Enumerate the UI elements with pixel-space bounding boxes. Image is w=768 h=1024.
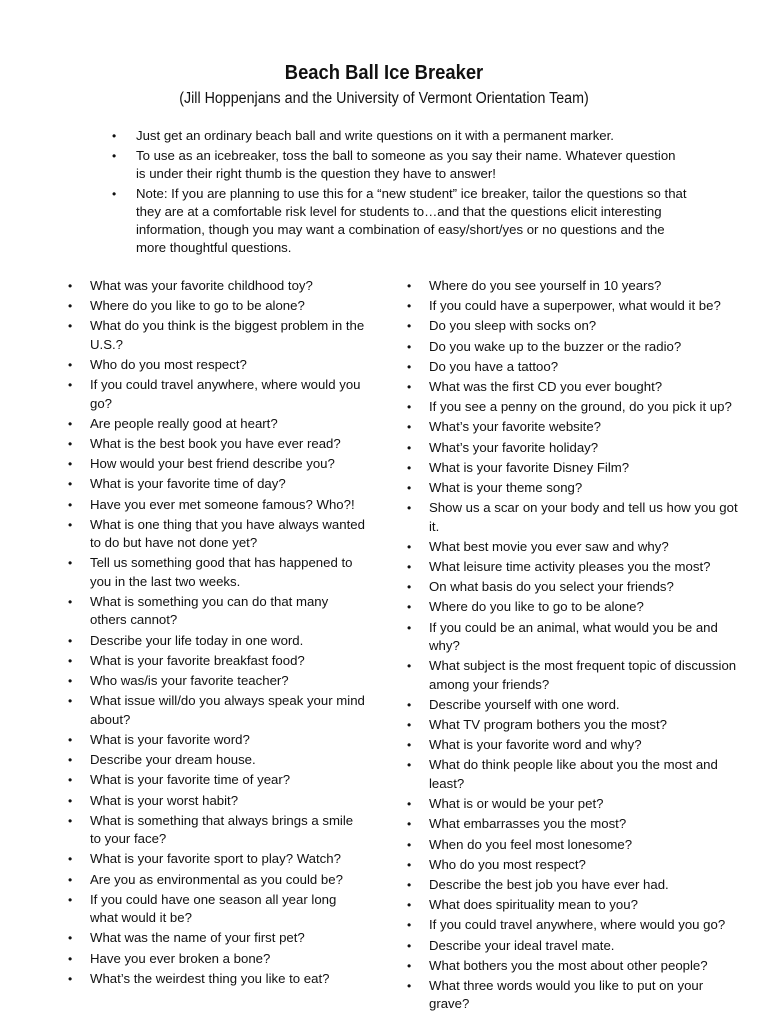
question-item-text: What is the best book you have ever read? xyxy=(90,436,341,452)
bullet-icon: • xyxy=(407,797,412,812)
question-item xyxy=(405,317,745,335)
question-item xyxy=(405,736,745,754)
question-item-text: If you could travel anywhere, where would you go? xyxy=(429,917,726,933)
question-item xyxy=(66,771,366,789)
question-item-text: What is your favorite time of day? xyxy=(90,476,286,492)
bullet-icon: • xyxy=(407,560,412,575)
question-item xyxy=(405,297,745,315)
question-item xyxy=(405,716,745,734)
question-item-text: What leisure time activity pleases you the most? xyxy=(429,559,711,575)
question-item xyxy=(405,619,745,656)
bullet-icon: • xyxy=(407,918,412,933)
bullet-icon: • xyxy=(68,358,73,373)
question-item xyxy=(405,896,745,914)
bullet-icon: • xyxy=(407,898,412,913)
question-item-text: What was your favorite childhood toy? xyxy=(90,278,313,293)
question-item xyxy=(405,558,745,576)
bullet-icon: • xyxy=(68,437,73,452)
bullet-icon: • xyxy=(407,440,412,455)
bullet-icon: • xyxy=(407,958,412,973)
intro-list xyxy=(108,127,688,259)
question-item-text: What bothers you the most about other people? xyxy=(429,957,708,973)
question-item xyxy=(66,970,366,988)
question-item-text: Show us a scar on your body and tell us how you got it. xyxy=(429,500,738,534)
bullet-icon: • xyxy=(407,460,412,475)
question-item-text: Describe your dream house. xyxy=(90,752,256,768)
bullet-icon: • xyxy=(68,477,73,492)
question-item-text: What issue will/do you always speak your mind about? xyxy=(90,693,365,727)
question-item xyxy=(66,435,366,453)
question-item-text: Do you sleep with socks on? xyxy=(429,318,597,334)
bullet-icon: • xyxy=(407,580,412,595)
bullet-icon: • xyxy=(68,653,73,668)
question-item xyxy=(66,554,366,591)
question-item-text: What TV program bothers you the most? xyxy=(429,717,667,733)
question-item xyxy=(405,538,745,556)
question-item xyxy=(405,479,745,497)
question-item xyxy=(66,317,366,354)
intro-item-text: To use as an icebreaker, toss the ball to someone as you say their name. Whatever question is under their right thumb is the question they have to answer! xyxy=(136,147,676,181)
bullet-icon: • xyxy=(407,400,412,415)
question-item xyxy=(66,891,366,928)
right-question-list xyxy=(405,277,745,1016)
bullet-icon: • xyxy=(407,718,412,733)
question-item-text: Who do you most respect? xyxy=(429,856,586,872)
question-item-text: What’s your favorite holiday? xyxy=(429,439,599,455)
bullet-icon: • xyxy=(112,186,117,201)
bullet-icon: • xyxy=(68,674,73,689)
question-item xyxy=(405,815,745,833)
bullet-icon: • xyxy=(68,378,73,393)
question-item xyxy=(405,598,745,616)
bullet-icon: • xyxy=(407,319,412,334)
question-item xyxy=(66,475,366,493)
question-item-text: How would your best friend describe you? xyxy=(90,456,335,472)
bullet-icon: • xyxy=(407,501,412,516)
bullet-icon: • xyxy=(68,299,73,314)
bullet-icon: • xyxy=(68,931,73,946)
bullet-icon: • xyxy=(407,659,412,674)
question-item xyxy=(405,957,745,975)
question-item-text: What’s your favorite website? xyxy=(429,419,602,435)
question-item-text: Do you have a tattoo? xyxy=(429,358,559,374)
question-item-text: Have you ever broken a bone? xyxy=(90,950,271,966)
question-item xyxy=(405,439,745,457)
question-item-text: What is your theme song? xyxy=(429,480,583,496)
intro-item-text: Note: If you are planning to use this for a “new student” ice breaker, tailor the questions so that they are at a comfortable risk level for students to…and that the questions elicit interesting information, though you may want a combination of easy/short/yes or no questions and the more thoughtful questions. xyxy=(136,185,687,256)
bullet-icon: • xyxy=(68,753,73,768)
question-item xyxy=(405,398,745,416)
question-item xyxy=(66,850,366,868)
question-item-text: What is your worst habit? xyxy=(90,792,239,808)
bullet-icon: • xyxy=(407,339,412,354)
question-item xyxy=(405,338,745,356)
question-item-text: What is your favorite Disney Film? xyxy=(429,459,630,475)
question-item xyxy=(405,499,745,536)
question-item xyxy=(66,593,366,630)
question-item xyxy=(405,856,745,874)
question-item xyxy=(405,795,745,813)
bullet-icon: • xyxy=(68,633,73,648)
question-item xyxy=(66,929,366,947)
bullet-icon: • xyxy=(407,738,412,753)
bullet-icon: • xyxy=(68,951,73,966)
bullet-icon: • xyxy=(68,279,73,293)
question-item xyxy=(66,950,366,968)
question-item-text: What do think people like about you the most and least? xyxy=(429,757,718,791)
question-item xyxy=(405,459,745,477)
question-item-text: What is your favorite time of year? xyxy=(90,772,291,788)
bullet-icon: • xyxy=(407,857,412,872)
bullet-icon: • xyxy=(407,600,412,615)
question-item-text: What subject is the most frequent topic of discussion among your friends? xyxy=(429,658,737,692)
question-item-text: What is something that always brings a smile to your face? xyxy=(90,812,354,847)
question-item-text: Describe yourself with one word. xyxy=(429,696,620,712)
question-item-text: What is or would be your pet? xyxy=(429,796,604,812)
question-item xyxy=(405,418,745,436)
question-item xyxy=(405,578,745,596)
question-item xyxy=(405,657,745,694)
question-item xyxy=(66,516,366,553)
question-item-text: If you could have one season all year long what would it be? xyxy=(90,891,337,926)
bullet-icon: • xyxy=(407,359,412,374)
bullet-icon: • xyxy=(112,129,117,143)
question-item-text: What best movie you ever saw and why? xyxy=(429,538,669,554)
question-item xyxy=(405,876,745,894)
bullet-icon: • xyxy=(407,978,412,993)
question-item xyxy=(405,358,745,376)
question-item-text: What is one thing that you have always wanted to do but have not done yet? xyxy=(90,516,365,551)
question-item-text: Are you as environmental as you could be? xyxy=(90,871,343,887)
bullet-icon: • xyxy=(68,971,73,986)
question-item xyxy=(405,756,745,793)
question-item-text: When do you feel most lonesome? xyxy=(429,836,633,852)
question-item xyxy=(66,356,366,374)
bullet-icon: • xyxy=(68,732,73,747)
question-item xyxy=(66,632,366,650)
bullet-icon: • xyxy=(407,380,412,395)
question-item-text: What three words would you like to put on your grave? xyxy=(429,977,704,1012)
bullet-icon: • xyxy=(68,872,73,887)
question-item-text: On what basis do you select your friends? xyxy=(429,579,674,595)
question-item-text: Describe your ideal travel mate. xyxy=(429,937,615,953)
intro-item xyxy=(108,185,688,258)
question-item xyxy=(66,455,366,473)
question-item-text: If you see a penny on the ground, do you pick it up? xyxy=(429,399,732,415)
question-item xyxy=(66,751,366,769)
question-item xyxy=(66,812,366,849)
question-item-text: Describe your life today in one word. xyxy=(90,632,304,648)
bullet-icon: • xyxy=(68,813,73,828)
question-item-text: Tell us something good that has happened to you in the last two weeks. xyxy=(90,555,353,589)
bullet-icon: • xyxy=(68,694,73,709)
bullet-icon: • xyxy=(407,420,412,435)
question-item xyxy=(66,297,366,315)
intro-item xyxy=(108,127,688,145)
question-item-text: What do you think is the biggest problem in the U.S.? xyxy=(90,318,365,352)
question-item-text: What is your favorite word? xyxy=(90,731,250,747)
question-item xyxy=(66,376,366,413)
bullet-icon: • xyxy=(68,457,73,472)
bullet-icon: • xyxy=(407,299,412,314)
question-item-text: Describe the best job you have ever had. xyxy=(429,876,669,892)
question-item xyxy=(66,415,366,433)
document-subtitle: (Jill Hoppenjans and the University of Vermont Orientation Team) xyxy=(179,90,589,107)
intro-item-text: Just get an ordinary beach ball and write questions on it with a permanent marker. xyxy=(136,128,614,143)
question-item xyxy=(405,378,745,396)
bullet-icon: • xyxy=(407,837,412,852)
document-title: Beach Ball Ice Breaker xyxy=(284,62,484,84)
question-item xyxy=(66,652,366,670)
question-item-text: What was the first CD you ever bought? xyxy=(429,379,663,395)
question-item-text: What is your favorite sport to play? Watch? xyxy=(90,851,341,867)
question-item xyxy=(66,692,366,729)
bullet-icon: • xyxy=(68,517,73,532)
bullet-icon: • xyxy=(112,148,117,163)
question-item xyxy=(66,496,366,514)
question-item-text: Who was/is your favorite teacher? xyxy=(90,673,289,689)
question-item xyxy=(66,277,366,295)
question-item xyxy=(405,836,745,854)
question-item-text: If you could be an animal, what would you be and why? xyxy=(429,619,718,654)
question-item-text: What is your favorite word and why? xyxy=(429,737,642,753)
question-item xyxy=(66,672,366,690)
question-item xyxy=(66,871,366,889)
bullet-icon: • xyxy=(407,697,412,712)
bullet-icon: • xyxy=(407,620,412,635)
bullet-icon: • xyxy=(407,481,412,496)
question-item-text: Have you ever met someone famous? Who?! xyxy=(90,496,355,512)
bullet-icon: • xyxy=(407,877,412,892)
question-item-text: Who do you most respect? xyxy=(90,357,247,373)
question-item-text: What does spirituality mean to you? xyxy=(429,897,638,913)
question-item-text: Do you wake up to the buzzer or the radio? xyxy=(429,338,682,354)
question-item-text: If you could have a superpower, what would it be? xyxy=(429,298,721,314)
question-item xyxy=(405,916,745,934)
question-item-text: What’s the weirdest thing you like to eat? xyxy=(90,970,330,986)
intro-item xyxy=(108,147,688,183)
question-item-text: Where do you like to go to be alone? xyxy=(429,599,644,615)
question-item xyxy=(66,731,366,749)
question-item-text: What embarrasses you the most? xyxy=(429,816,627,832)
question-item xyxy=(66,792,366,810)
bullet-icon: • xyxy=(68,556,73,571)
bullet-icon: • xyxy=(407,817,412,832)
question-item-text: What is something you can do that many others cannot? xyxy=(90,594,329,628)
question-item-text: Are people really good at heart? xyxy=(90,415,278,431)
bullet-icon: • xyxy=(407,938,412,953)
question-item-text: Where do you see yourself in 10 years? xyxy=(429,278,662,293)
bullet-icon: • xyxy=(68,319,73,334)
bullet-icon: • xyxy=(68,793,73,808)
left-question-list xyxy=(66,277,366,990)
bullet-icon: • xyxy=(68,852,73,867)
question-item xyxy=(405,277,745,295)
bullet-icon: • xyxy=(68,497,73,512)
bullet-icon: • xyxy=(407,279,412,293)
bullet-icon: • xyxy=(68,773,73,788)
question-item-text: What was the name of your first pet? xyxy=(90,930,305,946)
question-item xyxy=(405,977,745,1014)
question-item xyxy=(405,937,745,955)
question-item-text: What is your favorite breakfast food? xyxy=(90,652,305,668)
bullet-icon: • xyxy=(68,892,73,907)
question-item-text: If you could travel anywhere, where would you go? xyxy=(90,377,361,411)
question-item-text: Where do you like to go to be alone? xyxy=(90,298,305,314)
bullet-icon: • xyxy=(407,539,412,554)
bullet-icon: • xyxy=(68,595,73,610)
question-item xyxy=(405,696,745,714)
bullet-icon: • xyxy=(407,758,412,773)
bullet-icon: • xyxy=(68,416,73,431)
